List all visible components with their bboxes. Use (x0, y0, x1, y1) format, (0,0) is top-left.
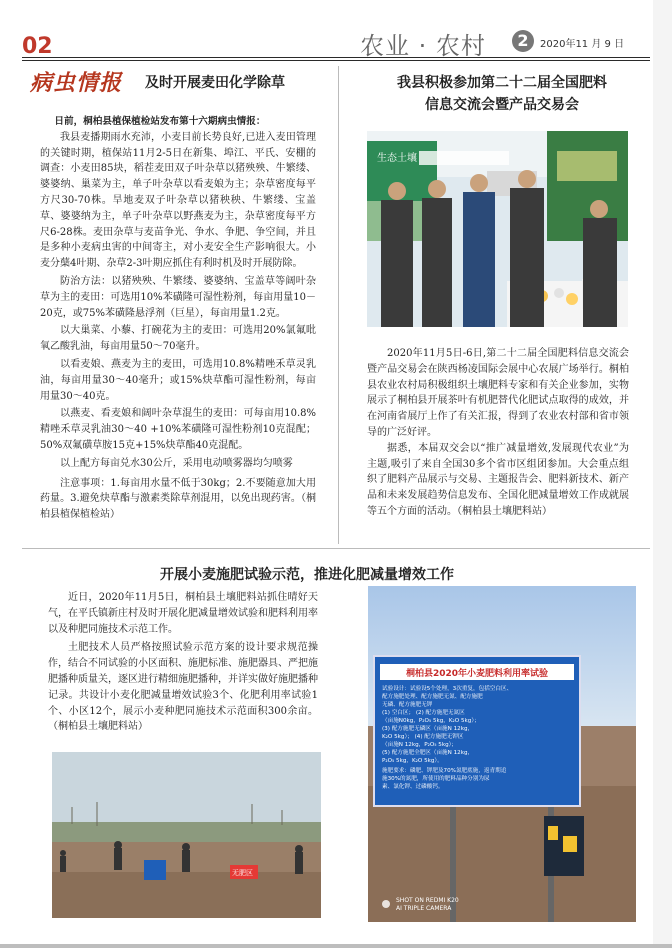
right-paragraph-2: 据悉，本届双交会以“推广减量增效,发展现代农业”为主题,吸引了来自全国30多个省市区组团参加。大会重点组织了肥料产品展示与交易、主题报告会、肥料新技术、新产品和未来发展趋势信息发布、全国化肥减量增效工作成就展等五个方面的活动。（桐柏县土壤肥料站） (367, 442, 629, 517)
trial-sign-line-7: K₂O 5kg）； (4) 配方施肥无钾区 (382, 734, 464, 740)
trial-sign-line-6: (3) 配方施肥无磷区（亩施N 12kg， (382, 726, 474, 732)
trial-sign-line-9: (5) 配方施肥全肥区（亩施N 12kg， (382, 750, 474, 756)
section-title: 农业 · 农村 (360, 32, 486, 60)
expo-photo-illustration (367, 131, 628, 327)
left-article-intro: 日前，桐柏县植保植检站发布第十六期病虫情报： (54, 116, 266, 127)
column-divider (338, 66, 339, 544)
trial-sign-line-8: （亩施N 12kg，P₂O₅ 5kg）； (382, 742, 458, 748)
trial-sign-photo (368, 586, 636, 922)
brand-logo-pest-report: 病虫情报 (30, 70, 123, 96)
bottom-paragraph-2: 土肥技术人员严格按照试验示范方案的设计要求规范操作，结合不同试验的小区面积、施肥标准、施肥器具、严把施肥播种质量关，逐区进行精细施肥播种，并详实做好施肥播种记录。共设计小麦化肥减量增效试验3个、化肥利用率试验1个、小区12个，展示小麦种肥同施技术示范面积300余亩。（桐柏县土壤肥料站） (48, 642, 318, 733)
trial-sign-line-12: 施30%的氮肥，所使用的肥料品种分别为尿 (382, 776, 490, 782)
trial-sign-line-3: 无磷、配方施肥无钾 (382, 702, 433, 708)
expo-banner-text: 生态土壤 (377, 153, 417, 164)
field-sowing-photo (52, 752, 321, 918)
left-paragraph-6: 以上配方每亩兑水30公斤，采用电动喷雾器均匀喷雾 (60, 457, 293, 469)
bottom-article-title: 开展小麦施肥试验示范，推进化肥减量增效工作 (160, 567, 454, 583)
page-edge-shade (653, 0, 672, 948)
left-paragraph-4: 以看麦娘、燕麦为主的麦田，可选用10.8%精唑禾草灵乳油，每亩用量30～40毫升；或15%炔草酯可湿性粉剂，每亩用量30～40克。 (40, 358, 316, 402)
left-article-body (40, 114, 316, 523)
fertilizer-expo-photo (367, 131, 628, 327)
trial-sign-line-2: 配方施肥处理、配方施肥无氮、配方施肥 (382, 694, 483, 700)
issue-number-badge: 2 (512, 30, 534, 52)
trial-sign-line-11: 施肥要求：磷肥、钾肥及70%氮肥底施，返青期追 (382, 768, 507, 774)
left-paragraph-1: 我县麦播期雨水充沛，小麦目前长势良好,已进入麦田管理的关键时期，植保站11月2-5日在新集、埠江、平氏、安棚的调查：小麦田85块，稻茬麦田双子叶杂草以猪殃殃、牛繁缕、婆婆纳、巢菜为主，单子叶杂草以看麦娘为主；杂草密度每平方尺30-70株。旱地麦双子叶杂草以猪秧秧、牛繁缕、宝盖草、婆婆纳为主，单子叶杂草以野燕麦为主，杂草密度每平方尺6-28株。麦田杂草与麦苗争光、争水、争肥、争空间，并且是多种小麦病虫害的中间寄主，对小麦安全生产影响很大。小麦分蘖4叶期、杂草2-3叶期应抓住有利时机及时开展防除。 (40, 131, 316, 270)
bottom-paragraph-1: 近日，2020年11月5日，桐柏县土壤肥料站抓住晴好天气，在平氏镇新庄村及时开展化肥减量增效试验和肥料利用率以及种肥同施技术示范工作。 (48, 592, 318, 635)
bottom-article-body (48, 590, 318, 735)
trial-sign-line-13: 素、氯化钾、过磷酸钙。 (382, 784, 444, 790)
header-rule-thin (22, 60, 650, 61)
camera-watermark-line2: AI TRIPLE CAMERA (396, 905, 452, 912)
trial-sign-line-4: (1) 空白区； (2) 配方施肥无氮区 (382, 710, 465, 716)
field-photo-illustration (52, 752, 321, 918)
left-paragraph-3: 以大巢菜、小藜、打碗花为主的麦田：可选用20%氯氟吡氧乙酸乳油，每亩用量50～70毫升。 (40, 325, 316, 353)
right-article-title-line2: 信息交流会暨产品交易会 (425, 97, 579, 113)
trial-sign-title: 桐柏县2020年小麦肥料利用率试验 (405, 669, 549, 679)
page-number: 02 (22, 34, 53, 59)
left-paragraph-2: 防治方法：以猪殃殃、牛繁缕、婆婆纳、宝盖草等阔叶杂草为主的麦田：可选用10%苯磺隆可湿性粉剂，每亩用量10－20克，或75%苯磺隆悬浮剂（巨星），每亩用量1.2克。 (40, 275, 316, 319)
right-paragraph-1: 2020年11月5日-6日,第二十二届全国肥料信息交流会暨产品交易会在陕西杨凌国际会展中心农展广场举行。桐柏县农业农村局积极组织土壤肥料专家和有关企业参加，实物展示了桐柏县开展茶叶有机肥替代化肥试点取得的成效，并在河南省展厅上作了有关汇报，得到了农业农村部和省市领导的广泛好评。 (367, 348, 629, 438)
right-article-title-line1: 我县积极参加第二十二届全国肥料 (397, 75, 607, 91)
page-bottom-edge (0, 944, 672, 948)
field-sign-text: 无肥区 (232, 869, 253, 877)
left-paragraph-7: 注意事项：1.每亩用水量不低于30kg；2.不要随意加大用药量。3.避免炔草酯与激素类除草剂混用，以免出现药害。（桐柏县植保植检站） (40, 477, 316, 521)
camera-watermark-line1: SHOT ON REDMI K20 (396, 897, 459, 904)
right-article-body (367, 346, 629, 520)
trial-sign-line-1: 试验设计：试验设5个处理，3次重复，包括空白区、 (382, 686, 513, 692)
trial-sign-illustration (368, 586, 636, 922)
header-rule (22, 57, 650, 58)
left-article-title: 及时开展麦田化学除草 (145, 75, 285, 91)
issue-date: 2020年11 月 9 日 (540, 39, 625, 50)
trial-sign-line-10: P₂O₅ 5kg，K₂O 5kg）。 (382, 758, 443, 764)
left-paragraph-5: 以燕麦、看麦娘和阔叶杂草混生的麦田：可每亩用10.8%精唑禾草灵乳油30～40 +10%苯磺隆可湿性粉剂10克混配；50%双氟磺草胺15克+15%炔草酯40克混配。 (40, 408, 316, 451)
section-divider (22, 548, 650, 549)
trial-sign-line-5: （亩施N0kg，P₂O₅ 5kg，K₂O 5kg）； (382, 718, 480, 724)
